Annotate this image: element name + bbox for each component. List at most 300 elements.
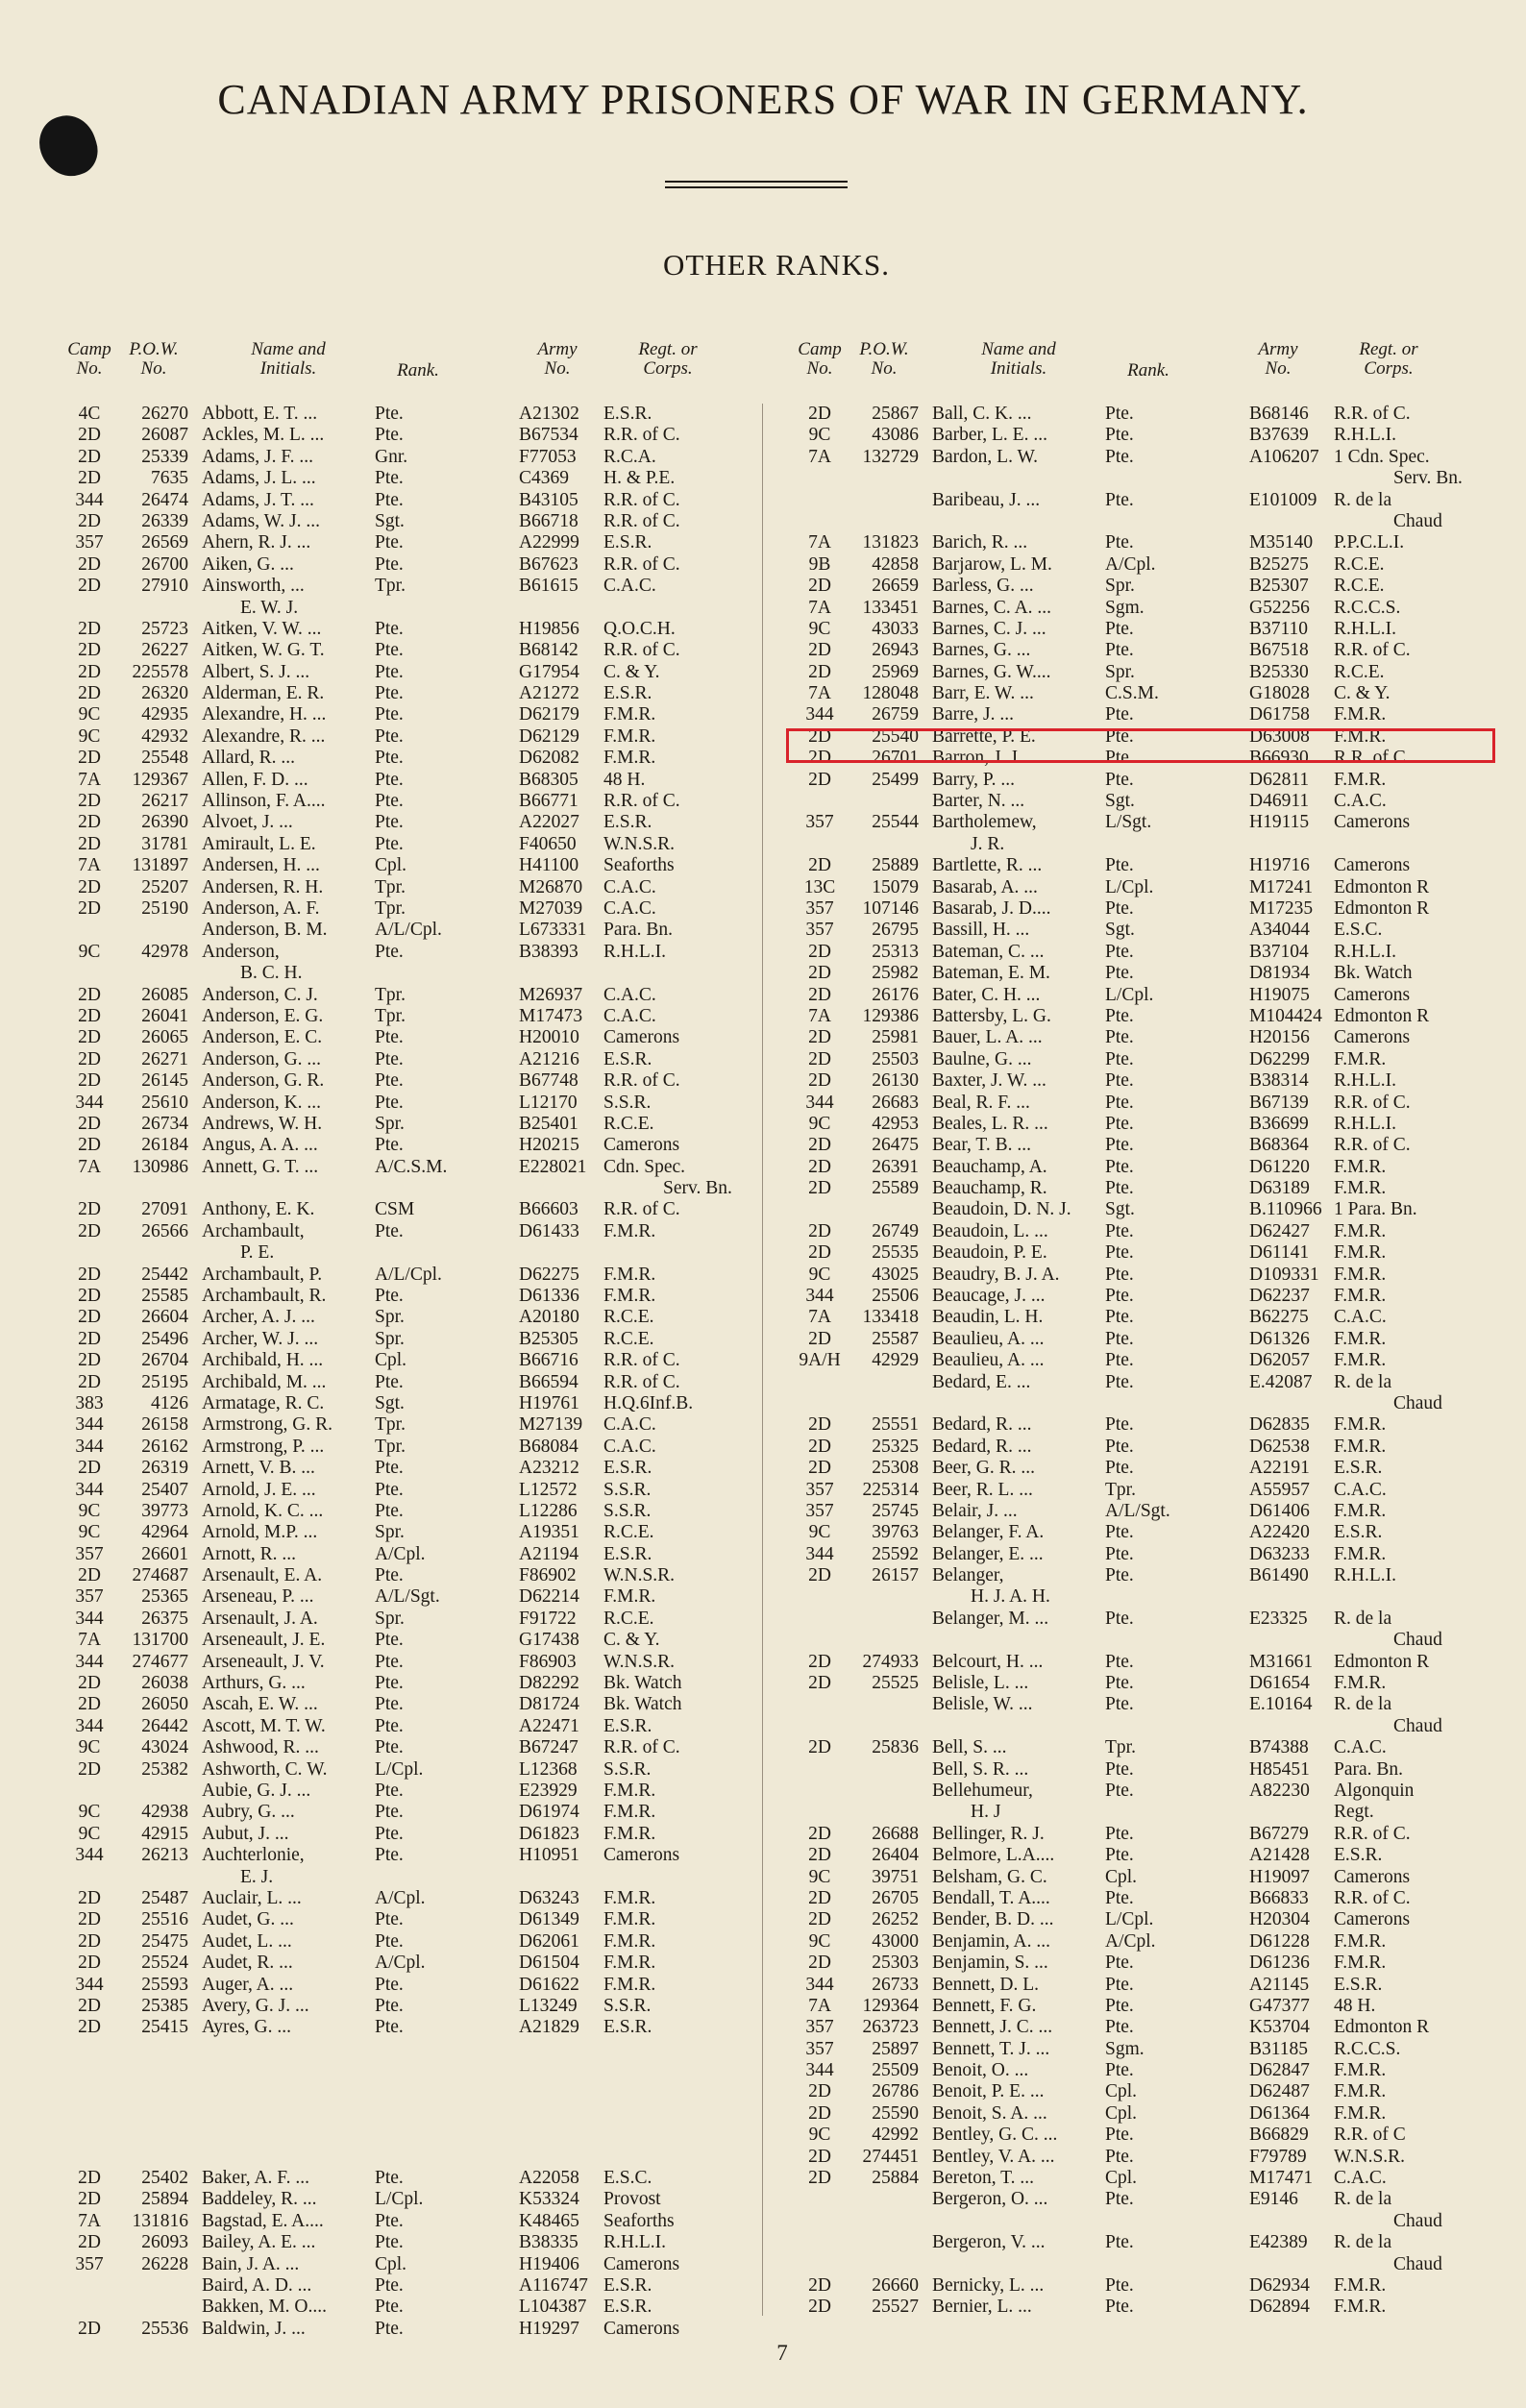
cell-regt: R. de la <box>1334 1608 1392 1629</box>
cell-rank: Pte. <box>375 2274 404 2296</box>
cell-camp: 344 <box>75 1414 104 1436</box>
cell-regt: R. de la <box>1334 1371 1392 1392</box>
cell-regt: E.S.R. <box>603 1543 652 1564</box>
cell-pow: 26704 <box>141 1350 188 1371</box>
cell-pow: 25982 <box>872 963 919 984</box>
cell-regt: E.S.R. <box>1334 1845 1383 1866</box>
table-row <box>67 855 778 876</box>
table-row <box>798 942 1509 963</box>
table-row <box>798 1135 1509 1156</box>
cell-rank: Pte. <box>375 1135 404 1156</box>
cell-name: Audet, R. ... <box>202 1953 293 1974</box>
cell-name: Barron, J. J. ... <box>932 748 1042 769</box>
cell-regt: Camerons <box>603 1845 680 1866</box>
cell-pow: 25889 <box>872 855 919 876</box>
cell-camp: 7A <box>78 855 101 876</box>
cell-regt: R.C.C.S. <box>1334 2038 1401 2059</box>
cell-name: Archer, W. J. ... <box>202 1328 319 1349</box>
cell-regt: F.M.R. <box>603 725 656 747</box>
table-row <box>798 770 1509 791</box>
cell-rank: Sgt. <box>1105 920 1135 941</box>
table-row <box>67 1199 778 1220</box>
cell-pow: 43086 <box>872 425 919 446</box>
cell-regt: Chaud <box>1393 1392 1442 1413</box>
cell-camp: 357 <box>75 2253 104 2274</box>
cell-name: Baddeley, R. ... <box>202 2189 317 2210</box>
cell-pow: 27910 <box>141 576 188 597</box>
header-regt: Regt. or Corps. <box>638 339 698 379</box>
cell-pow: 25496 <box>141 1328 188 1349</box>
cell-name: Arseneault, J. E. <box>202 1630 326 1651</box>
cell-name: Bentley, V. A. ... <box>932 2146 1055 2167</box>
cell-rank: Spr. <box>375 1522 405 1543</box>
cell-camp: 2D <box>78 446 101 467</box>
cell-camp: 2D <box>808 1414 831 1436</box>
cell-regt: R.C.E. <box>1334 553 1385 575</box>
cell-regt: R.H.L.I. <box>1334 618 1396 639</box>
table-row <box>67 2254 778 2275</box>
cell-pow: 25499 <box>872 769 919 790</box>
left-entries <box>67 404 778 2340</box>
cell-regt: F.M.R. <box>1334 704 1387 725</box>
table-row <box>67 791 778 812</box>
table-row <box>798 1996 1509 2017</box>
cell-regt: R.R. of C. <box>603 791 680 812</box>
cell-regt: R. de la <box>1334 2189 1392 2210</box>
cell-rank: Pte. <box>375 1027 404 1048</box>
cell-camp: 383 <box>75 1392 104 1413</box>
cell-name: Adams, J. T. ... <box>202 489 314 510</box>
table-row <box>67 1501 778 1522</box>
cell-camp: 2D <box>808 2168 831 2189</box>
cell-camp: 357 <box>805 1500 834 1521</box>
cell-regt: F.M.R. <box>603 1953 656 1974</box>
table-row <box>67 2060 778 2081</box>
table-row <box>798 1199 1509 1220</box>
cell-name: Armstrong, P. ... <box>202 1436 325 1457</box>
cell-regt: F.M.R. <box>1334 1414 1387 1436</box>
cell-army: B66930 <box>1249 748 1309 769</box>
cell-pow: 43025 <box>872 1264 919 1285</box>
cell-name: Albert, S. J. ... <box>202 661 310 682</box>
cell-pow: 225314 <box>862 1479 919 1500</box>
cell-pow: 26227 <box>141 640 188 661</box>
cell-pow: 25969 <box>872 661 919 682</box>
cell-rank: Pte. <box>1105 1995 1134 2016</box>
cell-name: Ashwood, R. ... <box>202 1737 319 1758</box>
cell-rank: Pte. <box>1105 2060 1134 2081</box>
cell-pow: 26733 <box>872 1974 919 1995</box>
cell-regt: Algonquin <box>1334 1781 1415 1801</box>
cell-regt: F.M.R. <box>603 704 656 725</box>
cell-army: H41100 <box>519 855 579 876</box>
cell-regt: C.A.C. <box>1334 791 1387 812</box>
cell-rank: Pte. <box>375 2318 404 2339</box>
cell-regt: R.R. of C. <box>603 425 680 446</box>
cell-camp: 2D <box>808 769 831 790</box>
cell-rank: Sgt. <box>1105 791 1135 812</box>
table-row <box>798 812 1509 833</box>
cell-name: Anderson, E. G. <box>202 1005 324 1026</box>
cell-name: Belmore, L.A.... <box>932 1845 1055 1866</box>
cell-camp: 2D <box>78 468 101 489</box>
cell-regt: C.A.C. <box>603 876 656 897</box>
cell-name: Bedard, R. ... <box>932 1436 1032 1457</box>
cell-camp: 2D <box>808 1135 831 1156</box>
cell-regt: R.R. of C. <box>603 510 680 531</box>
cell-pow: 25525 <box>872 1673 919 1694</box>
cell-rank: Pte. <box>1105 404 1134 424</box>
table-row <box>67 770 778 791</box>
table-row <box>798 963 1509 984</box>
cell-camp: 2D <box>808 1220 831 1241</box>
cell-regt: R.H.L.I. <box>603 941 666 962</box>
cell-army: E101009 <box>1249 489 1317 510</box>
cell-camp: 2D <box>78 661 101 682</box>
table-row <box>67 1845 778 1866</box>
table-row <box>798 511 1509 532</box>
table-row <box>67 2232 778 2253</box>
table-row <box>798 1630 1509 1651</box>
table-row <box>67 2189 778 2210</box>
table-row <box>798 877 1509 898</box>
cell-rank: Pte. <box>1105 2146 1134 2167</box>
cell-army: F40650 <box>519 833 577 854</box>
cell-rank: Pte. <box>1105 855 1134 876</box>
cell-name: Aitken, V. W. ... <box>202 618 322 639</box>
cell-pow: 274451 <box>862 2146 919 2167</box>
cell-name: Bender, B. D. ... <box>932 1909 1054 1930</box>
header-army: Army No. <box>1258 339 1298 379</box>
cell-name: Arseneault, J. V. <box>202 1651 325 1672</box>
cell-name: Arnott, R. ... <box>202 1543 297 1564</box>
table-row <box>67 1458 778 1479</box>
table-row <box>798 2125 1509 2146</box>
cell-regt: C. & Y. <box>603 1630 660 1651</box>
cell-camp: 357 <box>75 1586 104 1608</box>
cell-name: Adams, J. F. ... <box>202 446 313 467</box>
cell-army: G17954 <box>519 661 579 682</box>
cell-rank: Pte. <box>1105 769 1134 790</box>
cell-rank: L/Cpl. <box>375 1758 424 1780</box>
cell-regt: R.R. of C. <box>603 1737 680 1758</box>
cell-name: Bennett, J. C. ... <box>932 2017 1053 2038</box>
cell-name: Anderson, K. ... <box>202 1092 322 1113</box>
cell-rank: Pte. <box>375 769 404 790</box>
cell-name: Anderson, B. M. <box>202 920 328 941</box>
table-row <box>798 920 1509 941</box>
cell-army: F79789 <box>1249 2146 1307 2167</box>
cell-regt: R.R. of C. <box>603 640 680 661</box>
cell-name: Adams, J. L. ... <box>202 468 316 489</box>
cell-army: F77053 <box>519 446 577 467</box>
table-row <box>67 554 778 576</box>
cell-camp: 2D <box>78 1113 101 1134</box>
cell-pow: 26442 <box>141 1715 188 1736</box>
cell-camp: 2D <box>78 1264 101 1285</box>
cell-army: D62299 <box>1249 1048 1310 1069</box>
cell-pow: 25385 <box>141 1995 188 2016</box>
cell-army: B67534 <box>519 425 578 446</box>
cell-rank: Pte. <box>375 1673 404 1694</box>
cell-pow: 25590 <box>872 2102 919 2124</box>
cell-name: Barr, E. W. ... <box>932 683 1034 704</box>
cell-regt: R.R. of C. <box>1334 748 1411 769</box>
cell-regt: F.M.R. <box>1334 2081 1387 2102</box>
cell-name: Bailey, A. E. ... <box>202 2232 316 2253</box>
cell-army: A22027 <box>519 812 579 833</box>
cell-camp: 344 <box>805 2060 834 2081</box>
cell-pow: 26162 <box>141 1436 188 1457</box>
cell-pow: 25207 <box>141 876 188 897</box>
cell-pow: 26700 <box>141 553 188 575</box>
table-row <box>67 1070 778 1092</box>
cell-regt: S.S.R. <box>603 1479 652 1500</box>
cell-regt: F.M.R. <box>1334 1350 1387 1371</box>
table-row <box>798 1093 1509 1114</box>
table-row <box>798 683 1509 704</box>
table-row <box>67 640 778 661</box>
cell-camp: 2D <box>78 1371 101 1392</box>
cell-name: Bellinger, R. J. <box>932 1823 1045 1844</box>
cell-pow: 26130 <box>872 1070 919 1092</box>
cell-rank: Pte. <box>1105 1781 1134 1801</box>
cell-name: Beaudoin, L. ... <box>932 1220 1048 1241</box>
cell-rank: Pte. <box>1105 1953 1134 1974</box>
cell-pow: 25894 <box>141 2189 188 2210</box>
table-row <box>798 1221 1509 1242</box>
cell-regt: Camerons <box>1334 812 1411 833</box>
cell-camp: 9C <box>808 618 831 639</box>
cell-army: B31185 <box>1249 2038 1309 2059</box>
cell-camp: 344 <box>805 1974 834 1995</box>
cell-army: D62237 <box>1249 1286 1310 1307</box>
cell-army: D62835 <box>1249 1414 1310 1436</box>
table-row <box>798 1157 1509 1178</box>
cell-pow: 26759 <box>872 704 919 725</box>
cell-rank: Cpl. <box>375 855 407 876</box>
cell-pow: 26795 <box>872 920 919 941</box>
cell-regt: C.A.C. <box>1334 1479 1387 1500</box>
cell-rank: Pte. <box>1105 1371 1134 1392</box>
table-row <box>67 1609 778 1630</box>
cell-name: Baird, A. D. ... <box>202 2274 312 2296</box>
header-pow: P.O.W. No. <box>129 339 179 379</box>
cell-army: G52256 <box>1249 597 1310 618</box>
table-row <box>67 2319 778 2340</box>
table-row <box>67 1157 778 1178</box>
cell-name: Beales, L. R. ... <box>932 1113 1048 1134</box>
cell-pow: 131897 <box>132 855 188 876</box>
cell-pow: 26050 <box>141 1694 188 1715</box>
cell-army: A21194 <box>519 1543 579 1564</box>
cell-camp: 344 <box>805 1286 834 1307</box>
cell-camp: 2D <box>78 2232 101 2253</box>
cell-name: Benjamin, S. ... <box>932 1953 1048 1974</box>
cell-pow: 26701 <box>872 748 919 769</box>
cell-army: B25330 <box>1249 661 1309 682</box>
cell-pow: 26734 <box>141 1113 188 1134</box>
cell-regt: R.C.E. <box>1334 576 1385 597</box>
cell-army: D81934 <box>1249 963 1310 984</box>
cell-regt: F.M.R. <box>603 1781 656 1801</box>
table-row <box>798 619 1509 640</box>
cell-regt: R.R. of C. <box>603 1371 680 1392</box>
cell-camp: 2D <box>808 963 831 984</box>
cell-army: A21145 <box>1249 1974 1310 1995</box>
cell-rank: Pte. <box>1105 2017 1134 2038</box>
cell-rank: Pte. <box>375 404 404 424</box>
cell-army: B68364 <box>1249 1135 1309 1156</box>
cell-camp: 2D <box>808 725 831 747</box>
cell-rank: CSM <box>375 1199 415 1220</box>
table-row <box>798 1737 1509 1758</box>
cell-rank: Pte. <box>375 1781 404 1801</box>
table-row <box>798 447 1509 468</box>
header-camp: Camp No. <box>67 339 111 379</box>
cell-pow: 25509 <box>872 2060 919 2081</box>
cell-army: H19716 <box>1249 855 1310 876</box>
cell-camp: 2D <box>78 1027 101 1048</box>
cell-camp: 2D <box>808 1565 831 1586</box>
cell-regt: F.M.R. <box>603 1930 656 1952</box>
cell-name: Belanger, F. A. <box>932 1522 1045 1543</box>
cell-pow: 43024 <box>141 1737 188 1758</box>
cell-name: Barre, J. ... <box>932 704 1015 725</box>
cell-name: Anderson, E. C. <box>202 1027 323 1048</box>
cell-regt: F.M.R. <box>1334 2297 1387 2318</box>
cell-army: D62057 <box>1249 1350 1310 1371</box>
cell-camp: 2D <box>78 618 101 639</box>
cell-camp: 2D <box>78 1758 101 1780</box>
cell-rank: Pte. <box>1105 748 1134 769</box>
cell-army: G17438 <box>519 1630 579 1651</box>
cell-regt: E.S.C. <box>1334 920 1383 941</box>
cell-camp: 7A <box>808 532 831 553</box>
table-row <box>798 576 1509 597</box>
table-row <box>798 791 1509 812</box>
cell-pow: 274687 <box>132 1565 188 1586</box>
table-row <box>798 1350 1509 1371</box>
cell-rank: Pte. <box>375 425 404 446</box>
table-row <box>67 1544 778 1565</box>
cell-name: Anthony, E. K. <box>202 1199 315 1220</box>
cell-pow: 25884 <box>872 2168 919 2189</box>
cell-army: H19856 <box>519 618 579 639</box>
cell-name: Bartlette, R. ... <box>932 855 1043 876</box>
cell-pow: 25548 <box>141 748 188 769</box>
cell-camp: 2D <box>808 1845 831 1866</box>
cell-pow: 25585 <box>141 1286 188 1307</box>
cell-army: A34044 <box>1249 920 1310 941</box>
table-row <box>67 812 778 833</box>
cell-rank: Tpr. <box>375 1414 406 1436</box>
cell-camp: 2D <box>808 1178 831 1199</box>
cell-pow: 25365 <box>141 1586 188 1608</box>
cell-camp: 344 <box>75 1974 104 1995</box>
cell-name: Arsenault, J. A. <box>202 1608 318 1629</box>
cell-rank: Pte. <box>375 812 404 833</box>
cell-pow: 42978 <box>141 941 188 962</box>
cell-rank: Pte. <box>1105 1242 1134 1264</box>
table-row <box>67 748 778 769</box>
table-row <box>798 1953 1509 1974</box>
table-row <box>798 1652 1509 1673</box>
cell-name: Barber, L. E. ... <box>932 425 1047 446</box>
cell-camp: 2D <box>78 1005 101 1026</box>
table-row <box>67 1329 778 1350</box>
cell-regt: F.M.R. <box>1334 1953 1387 1974</box>
cell-rank: Pte. <box>375 2017 404 2038</box>
cell-regt: R.R. of C. <box>603 553 680 575</box>
cell-name: Barry, P. ... <box>932 769 1015 790</box>
cell-army: L12286 <box>519 1500 578 1521</box>
cell-regt: E.S.R. <box>603 812 652 833</box>
cell-regt: R.C.E. <box>603 1328 654 1349</box>
cell-regt: R.R. of C. <box>1334 1887 1411 1908</box>
cell-camp: 2D <box>78 1909 101 1930</box>
cell-rank: Pte. <box>375 1845 404 1866</box>
cell-pow: 26943 <box>872 640 919 661</box>
cell-name: Beal, R. F. ... <box>932 1092 1030 1113</box>
cell-camp: 2D <box>808 640 831 661</box>
table-row <box>67 963 778 984</box>
cell-name: Bear, T. B. ... <box>932 1135 1032 1156</box>
cell-rank: Pte. <box>1105 941 1134 962</box>
cell-name: Anderson, G. R. <box>202 1070 325 1092</box>
table-row <box>67 1802 778 1823</box>
cell-pow: 26217 <box>141 791 188 812</box>
cell-name: Bennett, F. G. <box>932 1995 1037 2016</box>
cell-name: Belanger, M. ... <box>932 1608 1049 1629</box>
cell-army: B68084 <box>519 1436 578 1457</box>
cell-camp: 7A <box>808 597 831 618</box>
cell-army: B66771 <box>519 791 578 812</box>
cell-regt: S.S.R. <box>603 1500 652 1521</box>
cell-rank: Pte. <box>375 1371 404 1392</box>
cell-name: Bergeron, O. ... <box>932 2189 1048 2210</box>
table-row <box>798 1458 1509 1479</box>
cell-rank: Pte. <box>375 2297 404 2318</box>
cell-pow: 42935 <box>141 704 188 725</box>
table-row <box>67 834 778 855</box>
cell-army: G47377 <box>1249 1995 1310 2016</box>
cell-army: E23929 <box>519 1781 578 1801</box>
cell-army: D81724 <box>519 1694 579 1715</box>
cell-pow: 129386 <box>862 1005 919 1026</box>
cell-camp: 2D <box>78 897 101 919</box>
cell-regt: E.S.R. <box>1334 1974 1383 1995</box>
table-row <box>67 2297 778 2318</box>
cell-rank: Pte. <box>375 725 404 747</box>
table-row <box>67 404 778 425</box>
cell-camp: 2D <box>78 1048 101 1069</box>
cell-regt: W.N.S.R. <box>603 1651 676 1672</box>
cell-army: B67518 <box>1249 640 1309 661</box>
cell-camp: 2D <box>808 1887 831 1908</box>
cell-name: Auclair, L. ... <box>202 1887 302 1908</box>
cell-regt: C. & Y. <box>1334 683 1391 704</box>
table-row <box>67 2147 778 2168</box>
cell-name: Beaulieu, A. ... <box>932 1328 1045 1349</box>
cell-rank: Pte. <box>1105 1178 1134 1199</box>
cell-name: Andersen, H. ... <box>202 855 320 876</box>
cell-rank: Tpr. <box>375 984 406 1005</box>
cell-rank: Tpr. <box>1105 1479 1136 1500</box>
cell-regt: Chaud <box>1393 1630 1442 1651</box>
cell-army: L12170 <box>519 1092 578 1113</box>
cell-rank: Pte. <box>375 1070 404 1092</box>
